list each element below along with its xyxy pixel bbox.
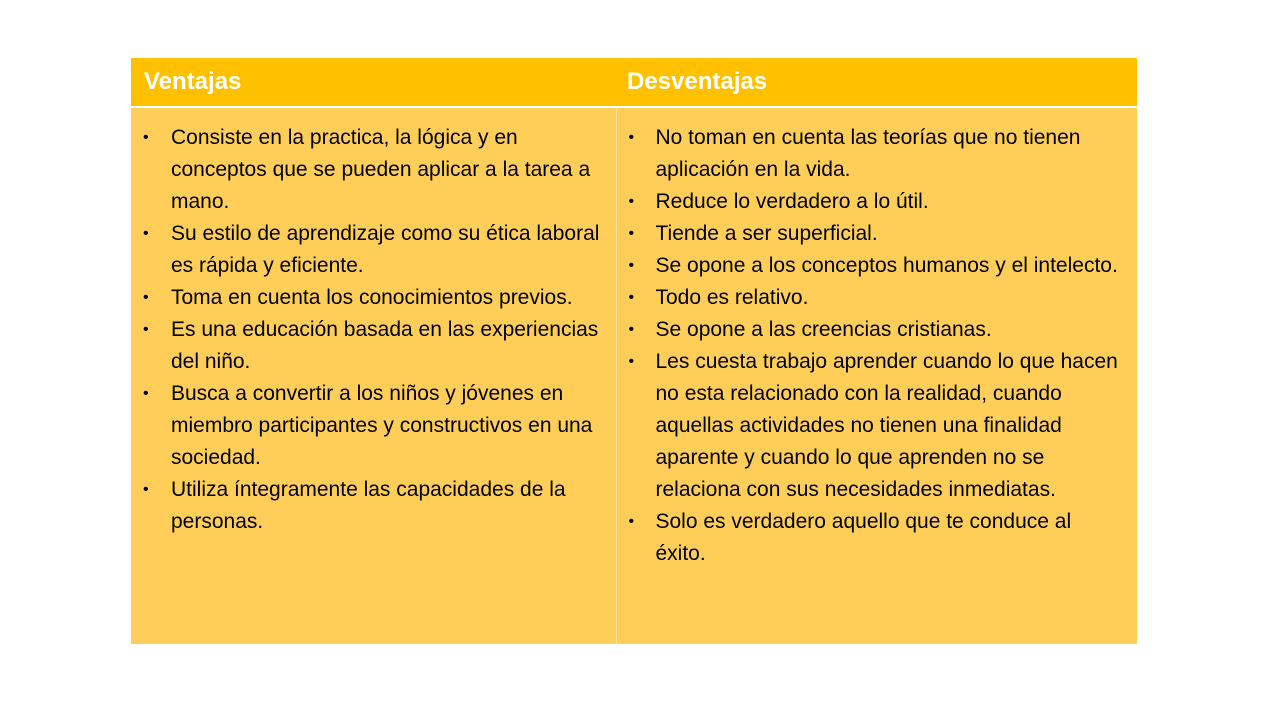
bullet-icon: •: [143, 481, 149, 498]
list-item: [627, 282, 1128, 314]
list-item-text: Tiende a ser superficial.: [655, 222, 878, 245]
bullet-icon: •: [628, 257, 635, 274]
comparison-table: [131, 58, 1137, 644]
list-item-text: Utiliza íntegramente las capacidades de la personas.: [171, 478, 566, 533]
bullet-icon: •: [628, 225, 635, 242]
list-item: [141, 474, 606, 538]
ventajas-list: [141, 122, 606, 538]
header-ventajas: Ventajas: [131, 58, 616, 107]
header-desventajas: Desventajas: [616, 58, 1137, 107]
bullet-icon: •: [628, 289, 635, 306]
desventajas-list: [627, 122, 1128, 570]
list-item-text: Toma en cuenta los conocimientos previos.: [171, 286, 573, 309]
bullet-icon: •: [628, 193, 635, 210]
list-item-text: Su estilo de aprendizaje como su ética laboral es rápida y eficiente.: [171, 222, 600, 277]
list-item: [141, 314, 606, 378]
ventajas-cell: [131, 107, 616, 644]
list-item-text: Es una educación basada en las experiencias del niño.: [171, 318, 599, 373]
bullet-icon: •: [143, 129, 149, 146]
bullet-icon: •: [143, 225, 149, 242]
list-item: [141, 218, 606, 282]
list-item: [141, 122, 606, 218]
body-row: [131, 107, 1137, 644]
list-item: [627, 122, 1128, 186]
list-item: [141, 378, 606, 474]
bullet-icon: •: [628, 129, 635, 146]
header-row: [131, 58, 1137, 107]
list-item: [141, 282, 606, 314]
list-item: [627, 218, 1128, 250]
desventajas-cell: [616, 107, 1137, 644]
bullet-icon: •: [628, 353, 635, 370]
list-item: [627, 186, 1128, 218]
bullet-icon: •: [143, 321, 149, 338]
list-item-text: Solo es verdadero aquello que te conduce al éxito.: [655, 510, 1072, 565]
bullet-icon: •: [628, 513, 635, 530]
list-item-text: Busca a convertir a los niños y jóvenes en miembro participantes y constructivos en una sociedad.: [171, 382, 593, 469]
list-item-text: Consiste en la practica, la lógica y en conceptos que se pueden aplicar a la tarea a mano.: [171, 126, 591, 213]
list-item-text: No toman en cuenta las teorías que no tienen aplicación en la vida.: [655, 126, 1081, 181]
list-item-text: Les cuesta trabajo aprender cuando lo que hacen no esta relacionado con la realidad, cuando aquellas actividades no tienen una finalidad aparente y cuando lo que aprenden no se relaciona con sus necesidades inmediatas.: [655, 350, 1118, 501]
list-item-text: Todo es relativo.: [655, 286, 809, 309]
list-item: [627, 250, 1128, 282]
list-item-text: Se opone a las creencias cristianas.: [655, 318, 992, 341]
list-item-text: Reduce lo verdadero a lo útil.: [655, 190, 929, 213]
bullet-icon: •: [143, 289, 149, 306]
bullet-icon: •: [628, 321, 635, 338]
list-item: [627, 314, 1128, 346]
list-item: [627, 506, 1128, 570]
list-item: [627, 346, 1128, 506]
list-item-text: Se opone a los conceptos humanos y el intelecto.: [655, 254, 1118, 277]
bullet-icon: •: [143, 385, 149, 402]
